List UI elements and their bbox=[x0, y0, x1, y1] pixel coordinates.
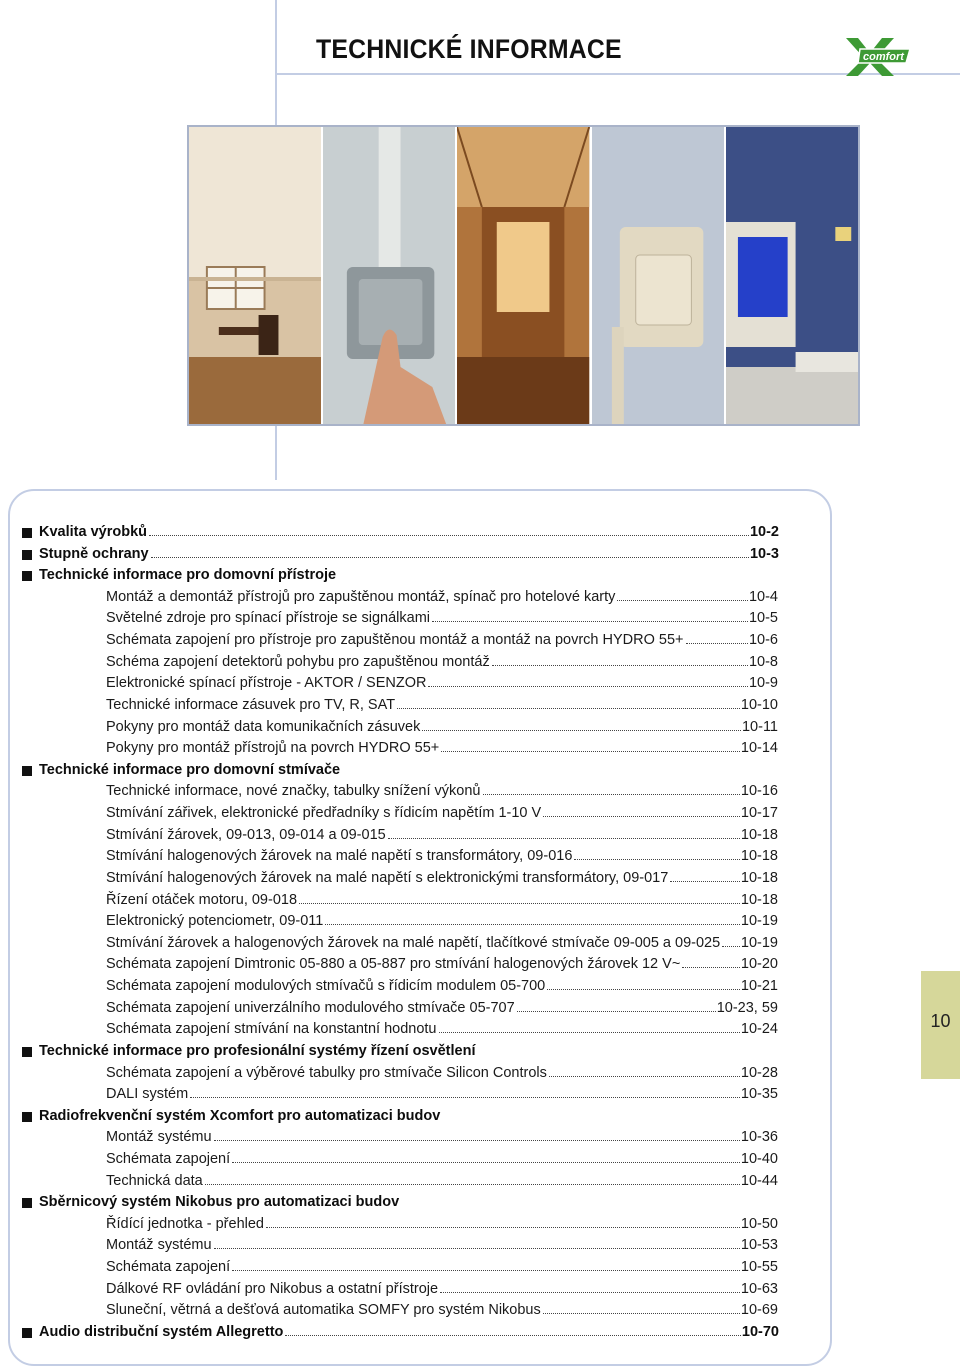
toc-label: Schémata zapojení bbox=[106, 1150, 231, 1167]
toc-item[interactable] bbox=[106, 846, 778, 867]
toc-label: Radiofrekvenční systém Xcomfort pro automatizaci budov bbox=[39, 1107, 441, 1124]
toc-label: Stmívání zářivek, elektronické předřadníky s řídicím napětím 1-10 V bbox=[106, 805, 542, 822]
toc-page-number: 10-19 bbox=[740, 913, 778, 930]
toc-section[interactable] bbox=[39, 1322, 779, 1343]
toc-item[interactable] bbox=[106, 608, 778, 629]
toc-page-number: 10-18 bbox=[740, 891, 778, 908]
toc-item[interactable] bbox=[106, 1279, 778, 1300]
dot-leader bbox=[232, 1161, 740, 1163]
toc-item[interactable] bbox=[106, 825, 778, 846]
dot-leader bbox=[205, 1183, 740, 1185]
toc-item[interactable] bbox=[106, 673, 778, 694]
toc-page-number: 10-18 bbox=[740, 826, 778, 843]
toc-page-number: 10-18 bbox=[740, 848, 778, 865]
office-computer-photo bbox=[726, 127, 858, 424]
toc-item[interactable] bbox=[106, 1084, 778, 1105]
toc-page-number: 10-17 bbox=[740, 805, 778, 822]
toc-page-number: 10-16 bbox=[740, 783, 778, 800]
toc-label: DALI systém bbox=[106, 1086, 189, 1103]
toc-item[interactable] bbox=[106, 803, 778, 824]
toc-label: Schémata zapojení univerzálního modulového stmívače 05-707 bbox=[106, 999, 515, 1016]
toc-label: Montáž systému bbox=[106, 1129, 212, 1146]
toc-page-number: 10-19 bbox=[740, 934, 778, 951]
toc-label: Elektronický potenciometr, 09-011 bbox=[106, 913, 324, 930]
toc-page-number: 10-28 bbox=[740, 1064, 778, 1081]
toc-page-number: 10-40 bbox=[740, 1150, 778, 1167]
toc-item[interactable] bbox=[106, 954, 778, 975]
square-bullet-icon bbox=[22, 1047, 32, 1057]
toc-section[interactable] bbox=[39, 760, 779, 781]
toc-page-number: 10-2 bbox=[749, 524, 779, 540]
toc-page-number: 10-23, 59 bbox=[716, 999, 778, 1016]
toc-item[interactable] bbox=[106, 868, 778, 889]
toc-item[interactable] bbox=[106, 911, 778, 932]
toc-label: Stupně ochrany bbox=[39, 545, 149, 562]
xcomfort-logo-icon bbox=[842, 36, 912, 78]
toc-label: Řízení otáček motoru, 09-018 bbox=[106, 891, 298, 908]
dot-leader bbox=[617, 599, 748, 601]
toc-page-number: 10-20 bbox=[740, 956, 778, 973]
toc-label: Sběrnicový systém Nikobus pro automatizaci budov bbox=[39, 1194, 400, 1211]
toc-item[interactable] bbox=[106, 587, 778, 608]
toc-page-number: 10-8 bbox=[748, 653, 778, 670]
toc-item[interactable] bbox=[106, 1127, 778, 1148]
dot-leader bbox=[547, 988, 740, 990]
toc-label: Schémata zapojení bbox=[106, 1259, 231, 1276]
toc-item[interactable] bbox=[106, 695, 778, 716]
dot-leader bbox=[388, 837, 740, 839]
toc-label: Technické informace pro domovní stmívače bbox=[39, 761, 341, 778]
surface-switch-photo bbox=[592, 127, 726, 424]
toc-page-number: 10-4 bbox=[748, 588, 778, 605]
chapter-number: 10 bbox=[930, 1011, 951, 1031]
toc-label: Elektronické spínací přístroje - AKTOR / SENZOR bbox=[106, 675, 427, 692]
toc-item[interactable] bbox=[106, 1257, 778, 1278]
toc-page-number: 10-11 bbox=[741, 718, 778, 735]
toc-page-number: 10-55 bbox=[740, 1259, 778, 1276]
toc-page-number: 10-63 bbox=[740, 1280, 778, 1297]
dot-leader bbox=[439, 1031, 740, 1033]
dot-leader bbox=[428, 685, 748, 687]
toc-label: Technické informace pro profesionální systémy řízení osvětlení bbox=[39, 1042, 476, 1059]
toc-page-number: 10-5 bbox=[748, 610, 778, 627]
dot-leader bbox=[214, 1247, 740, 1249]
toc-page-number: 10-6 bbox=[748, 632, 778, 649]
toc-item[interactable] bbox=[106, 1149, 778, 1170]
toc-page-number: 10-14 bbox=[740, 740, 778, 757]
dot-leader bbox=[517, 1010, 716, 1012]
dot-leader bbox=[325, 923, 740, 925]
toc-page-number: 10-24 bbox=[740, 1021, 778, 1038]
toc-label: Dálkové RF ovládání pro Nikobus a ostatní přístroje bbox=[106, 1280, 439, 1297]
dot-leader bbox=[492, 664, 748, 666]
toc-label: Sluneční, větrná a dešťová automatika SOMFY pro systém Nikobus bbox=[106, 1302, 541, 1319]
toc-label: Montáž a demontáž přístrojů pro zapuštěnou montáž, spínač pro hotelové karty bbox=[106, 588, 616, 605]
wall-switch-hand-photo bbox=[323, 127, 457, 424]
dot-leader bbox=[397, 707, 740, 709]
toc-item[interactable] bbox=[106, 976, 778, 997]
dot-leader bbox=[682, 966, 740, 968]
toc-label: Schémata zapojení Dimtronic 05-880 a 05-887 pro stmívání halogenových žárovek 12 V~ bbox=[106, 956, 681, 973]
square-bullet-icon bbox=[22, 1328, 32, 1338]
square-bullet-icon bbox=[22, 550, 32, 560]
dot-leader bbox=[151, 556, 749, 558]
toc-section[interactable] bbox=[39, 522, 779, 543]
dot-leader bbox=[149, 534, 749, 536]
square-bullet-icon bbox=[22, 571, 32, 581]
toc-item[interactable] bbox=[106, 652, 778, 673]
toc-page-number: 10-3 bbox=[749, 545, 779, 562]
photo-strip bbox=[187, 125, 860, 426]
toc-label: Schémata zapojení modulových stmívačů s řídicím modulem 05-700 bbox=[106, 978, 546, 995]
toc-label: Schémata zapojení stmívání na konstantní hodnotu bbox=[106, 1021, 437, 1038]
toc-page-number: 10-35 bbox=[740, 1086, 778, 1103]
toc-section[interactable] bbox=[39, 544, 779, 565]
toc-label: Světelné zdroje pro spínací přístroje se signálkami bbox=[106, 610, 430, 627]
dot-leader bbox=[266, 1226, 740, 1228]
toc-label: Audio distribuční systém Allegretto bbox=[39, 1323, 284, 1340]
dot-leader bbox=[422, 729, 741, 731]
dot-leader bbox=[543, 1312, 740, 1314]
toc-label: Schémata zapojení pro přístroje pro zapuštěnou montáž a montáž na povrch HYDRO 55+ bbox=[106, 632, 684, 649]
toc-section[interactable] bbox=[39, 1041, 779, 1062]
dot-leader bbox=[214, 1139, 740, 1141]
toc-label: Kvalita výrobků bbox=[39, 524, 147, 540]
toc-item[interactable] bbox=[106, 1019, 778, 1040]
toc-item[interactable] bbox=[106, 630, 778, 651]
toc-section[interactable] bbox=[39, 1106, 779, 1127]
toc-label: Stmívání žárovek a halogenových žárovek na malé napětí, tlačítkové stmívače 09-005 a 09-025 bbox=[106, 934, 721, 951]
dot-leader bbox=[722, 945, 740, 947]
toc-page-number: 10-21 bbox=[740, 978, 778, 995]
toc-page-number: 10-53 bbox=[740, 1237, 778, 1254]
toc-item[interactable] bbox=[106, 717, 778, 738]
toc-label: Řídící jednotka - přehled bbox=[106, 1215, 264, 1232]
square-bullet-icon bbox=[22, 1112, 32, 1122]
toc-page-number: 10-69 bbox=[740, 1302, 778, 1319]
chapter-tab bbox=[921, 971, 960, 1079]
toc-item[interactable] bbox=[106, 1063, 778, 1084]
toc-section[interactable] bbox=[39, 565, 779, 586]
dot-leader bbox=[483, 793, 740, 795]
dot-leader bbox=[190, 1096, 740, 1098]
toc-item[interactable] bbox=[106, 933, 778, 954]
dot-leader bbox=[441, 750, 740, 752]
dot-leader bbox=[543, 815, 740, 817]
toc-label: Schémata zapojení a výběrové tabulky pro stmívače Silicon Controls bbox=[106, 1064, 547, 1081]
toc-label: Technické informace zásuvek pro TV, R, SAT bbox=[106, 696, 396, 713]
toc-page-number: 10-44 bbox=[740, 1172, 778, 1189]
toc-page-number: 10-10 bbox=[740, 696, 778, 713]
toc-label: Technické informace pro domovní přístroje bbox=[39, 567, 337, 584]
toc-label: Stmívání halogenových žárovek na malé napětí s transformátory, 09-016 bbox=[106, 848, 573, 865]
toc-label: Stmívání žárovek, 09-013, 09-014 a 09-015 bbox=[106, 826, 386, 843]
toc-item[interactable] bbox=[106, 998, 778, 1019]
dot-leader bbox=[574, 858, 740, 860]
toc-label: Stmívání halogenových žárovek na malé napětí s elektronickými transformátory, 09-017 bbox=[106, 869, 669, 886]
toc-page-number: 10-9 bbox=[748, 675, 778, 692]
toc-page-number: 10-18 bbox=[740, 869, 778, 886]
page-title: TECHNICKÉ INFORMACE bbox=[316, 34, 622, 64]
living-room-photo bbox=[189, 127, 323, 424]
square-bullet-icon bbox=[22, 766, 32, 776]
toc-label: Schéma zapojení detektorů pohybu pro zapuštěnou montáž bbox=[106, 653, 490, 670]
toc-label: Montáž systému bbox=[106, 1237, 212, 1254]
toc-item[interactable] bbox=[106, 890, 778, 911]
toc-page-number: 10-36 bbox=[740, 1129, 778, 1146]
logo-text: comfort bbox=[863, 51, 904, 63]
dot-leader bbox=[670, 880, 740, 882]
toc-item[interactable] bbox=[106, 738, 778, 759]
toc-label: Pokyny pro montáž přístrojů na povrch HYDRO 55+ bbox=[106, 740, 440, 757]
toc-item[interactable] bbox=[106, 781, 778, 802]
dot-leader bbox=[285, 1334, 741, 1336]
dot-leader bbox=[432, 620, 748, 622]
hallway-photo bbox=[457, 127, 591, 424]
dot-leader bbox=[299, 902, 740, 904]
toc-item[interactable] bbox=[106, 1214, 778, 1235]
square-bullet-icon bbox=[22, 528, 32, 538]
toc-item[interactable] bbox=[106, 1300, 778, 1321]
toc-label: Pokyny pro montáž data komunikačních zásuvek bbox=[106, 718, 421, 735]
toc-label: Technická data bbox=[106, 1172, 203, 1189]
toc-label: Technické informace, nové značky, tabulky snížení výkonů bbox=[106, 783, 481, 800]
toc-item[interactable] bbox=[106, 1235, 778, 1256]
dot-leader bbox=[686, 642, 748, 644]
dot-leader bbox=[232, 1269, 740, 1271]
toc-page-number: 10-70 bbox=[741, 1323, 779, 1340]
dot-leader bbox=[440, 1291, 740, 1293]
toc-item[interactable] bbox=[106, 1171, 778, 1192]
toc-section[interactable] bbox=[39, 1192, 779, 1213]
toc-page-number: 10-50 bbox=[740, 1215, 778, 1232]
square-bullet-icon bbox=[22, 1198, 32, 1208]
dot-leader bbox=[549, 1075, 740, 1077]
